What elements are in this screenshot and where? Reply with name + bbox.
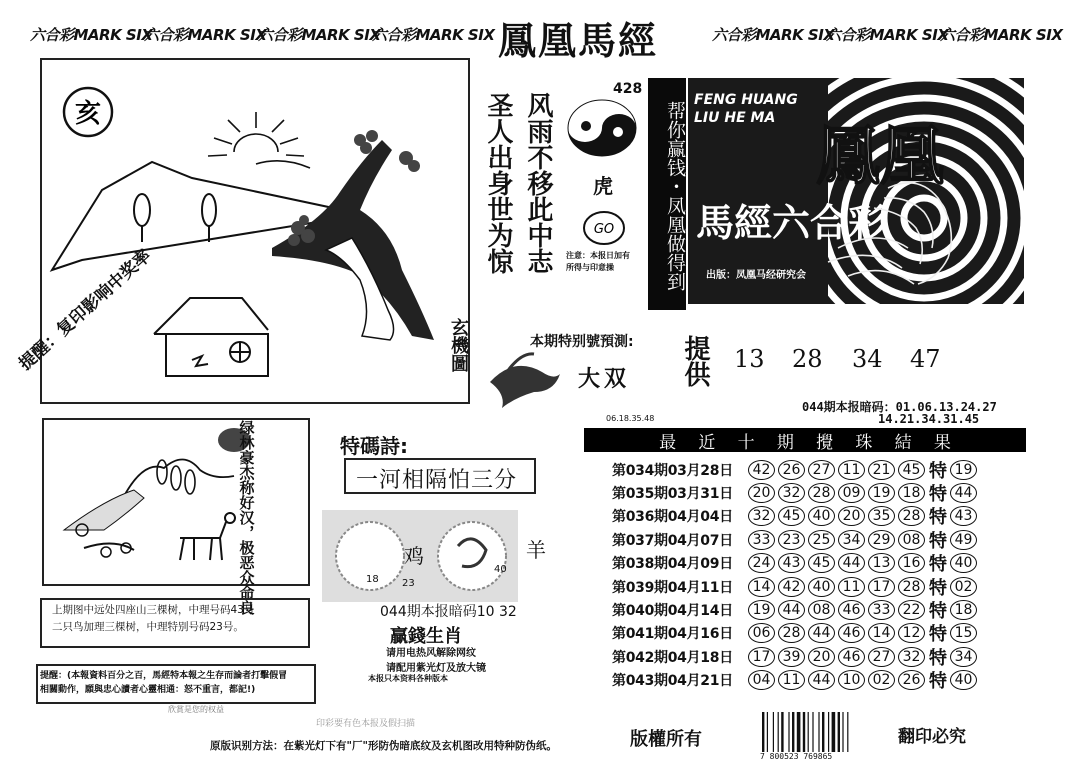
- barcode-icon: [760, 712, 856, 752]
- disc-number: 18: [366, 574, 379, 585]
- hill-outline: [64, 490, 144, 530]
- result-period: 第036期04月04日: [612, 509, 733, 526]
- tip-text: 请配用紫光灯及放大镜: [386, 663, 486, 674]
- result-period: 第038期04月09日: [612, 556, 733, 573]
- barcode-bar: [808, 712, 809, 752]
- secret-code-line-2: 14.21.34.31.45: [878, 412, 980, 426]
- results-header-char: 結: [894, 432, 912, 453]
- disc-number: 40: [494, 564, 507, 575]
- footer-faint-note: 印彩要有色本报及假扫描: [316, 719, 416, 729]
- disclaimer-text: [40, 669, 287, 697]
- result-ball: 35: [868, 506, 895, 526]
- result-ball: 28: [778, 623, 805, 643]
- barcode-bar: [778, 712, 779, 752]
- provided-number: 34: [852, 345, 883, 373]
- result-ball: 34: [838, 530, 865, 550]
- result-ball: 21: [868, 460, 895, 480]
- result-ball: 19: [748, 600, 775, 620]
- mark-six-label: 六合彩MARK SIX: [258, 26, 381, 44]
- result-ball: 44: [808, 623, 835, 643]
- result-period: 第041期04月16日: [612, 626, 733, 643]
- bird-icon: [484, 346, 564, 410]
- result-ball: 46: [838, 600, 865, 620]
- results-header-char: 攪: [816, 432, 834, 453]
- special-ball: 02: [950, 577, 977, 597]
- tip-text: 本报只本资料各种版本: [368, 674, 448, 683]
- result-ball: 42: [778, 577, 805, 597]
- zodiac-animal-right: 羊: [526, 538, 546, 562]
- provide-label: 提供: [680, 335, 710, 387]
- result-period: 第039期04月11日: [612, 579, 733, 596]
- result-ball: 24: [748, 553, 775, 573]
- go-badge-icon: [582, 210, 626, 246]
- mark-six-label: 六合彩MARK SIX: [372, 26, 495, 44]
- clue-line: 上期图中远处四座山三棵树，中理号码43号: [52, 604, 255, 616]
- deer-icon: [180, 513, 235, 560]
- result-ball: 28: [808, 483, 835, 503]
- special-ball: 44: [950, 483, 977, 503]
- result-ball: 18: [898, 483, 925, 503]
- results-header-char: 十: [737, 432, 755, 453]
- result-ball: 44: [778, 600, 805, 620]
- result-ball: 14: [748, 577, 775, 597]
- result-period: 第037期04月07日: [612, 532, 733, 549]
- result-ball: 46: [838, 647, 865, 667]
- result-period: 第040期04月14日: [612, 602, 733, 619]
- tree-icon: [202, 194, 216, 242]
- result-row: [612, 458, 980, 481]
- prediction-value: 大双: [578, 366, 631, 392]
- result-ball: 06: [748, 623, 775, 643]
- result-ball: 40: [808, 506, 835, 526]
- notice-line: 注意：本报日加有: [566, 251, 630, 260]
- result-ball: 43: [778, 553, 805, 573]
- barcode-bar: [788, 712, 789, 752]
- special-label: 特: [929, 624, 947, 646]
- result-row: [612, 552, 980, 575]
- clue-text: [52, 602, 254, 636]
- tree-icon: [157, 460, 195, 494]
- result-ball: 20: [808, 647, 835, 667]
- special-label: 特: [929, 577, 947, 599]
- special-ball: 40: [950, 670, 977, 690]
- result-row: [612, 622, 980, 645]
- go-badge: GO: [593, 222, 615, 237]
- result-ball: 28: [898, 506, 925, 526]
- result-ball: 10: [838, 670, 865, 690]
- result-ball: 27: [808, 460, 835, 480]
- anti-piracy-label: 翻印必究: [898, 727, 966, 747]
- landscape-illustration: [42, 60, 472, 406]
- tip-text: 请用电热风解除网纹: [386, 648, 476, 659]
- barcode-bar: [847, 712, 848, 752]
- result-ball: 44: [808, 670, 835, 690]
- result-period: 第042期04月18日: [612, 649, 733, 666]
- special-label: 特: [929, 530, 947, 552]
- result-ball: 45: [778, 506, 805, 526]
- tree-icon: [134, 194, 150, 242]
- result-ball: 42: [748, 460, 775, 480]
- disclaimer-line: 提醒：(本報資料百分之百，馬經特本報之生存而論者打擊假冒: [40, 671, 288, 681]
- result-ball: 17: [868, 577, 895, 597]
- mark-six-label: 六合彩MARK SIX: [712, 26, 835, 44]
- result-ball: 45: [898, 460, 925, 480]
- page-title: 鳳凰馬經: [498, 18, 659, 63]
- results-header-char: 最: [659, 432, 677, 453]
- result-ball: 23: [778, 530, 805, 550]
- barcode-bar: [818, 712, 819, 752]
- result-ball: 08: [808, 600, 835, 620]
- results-header: [584, 428, 1026, 452]
- barcode-bar: [797, 712, 801, 752]
- result-ball: 27: [868, 647, 895, 667]
- barcode-bar: [767, 712, 768, 752]
- result-row: [612, 645, 980, 668]
- barcode-number: 7 800523 769865: [760, 752, 833, 761]
- brand-chars: 鳳凰: [816, 119, 944, 194]
- result-ball: 32: [778, 483, 805, 503]
- clue-line: 二只鸟加理三棵树，中理特别号码23号。: [52, 621, 244, 633]
- result-ball: 08: [898, 530, 925, 550]
- brand-roman-1: FENG HUANG: [694, 92, 798, 108]
- result-ball: 11: [838, 460, 865, 480]
- special-ball: 43: [950, 506, 977, 526]
- result-ball: 16: [898, 553, 925, 573]
- mark-six-label: 六合彩MARK SIX: [144, 26, 267, 44]
- result-ball: 28: [898, 577, 925, 597]
- special-label: 特: [929, 507, 947, 529]
- copyright-label: 版權所有: [630, 729, 702, 750]
- results-header-char: 近: [698, 432, 716, 453]
- barcode-bar: [838, 712, 840, 752]
- special-label: 特: [929, 483, 947, 505]
- notice-line: 所得与印意操: [566, 263, 614, 272]
- barcode-bar: [762, 712, 764, 752]
- sun-icon: [208, 112, 310, 168]
- result-ball: 44: [838, 553, 865, 573]
- special-ball: 15: [950, 623, 977, 643]
- zodiac-animal-left: 鸡: [404, 544, 424, 568]
- result-ball: 33: [868, 600, 895, 620]
- provided-number: 47: [910, 345, 941, 373]
- barcode-bar: [773, 712, 774, 752]
- barcode-bar: [822, 712, 824, 752]
- special-ball: 49: [950, 530, 977, 550]
- special-ball: 40: [950, 553, 977, 573]
- result-ball: 22: [898, 600, 925, 620]
- result-ball: 20: [838, 506, 865, 526]
- provided-number: 28: [792, 345, 823, 373]
- result-ball: 12: [898, 623, 925, 643]
- mark-six-label: 六合彩MARK SIX: [30, 26, 153, 44]
- result-ball: 39: [778, 647, 805, 667]
- result-ball: 09: [838, 483, 865, 503]
- reminder-text: 提醒：复印影响中奖率: [15, 245, 156, 375]
- result-ball: 02: [868, 670, 895, 690]
- results-header-char: 期: [776, 432, 794, 453]
- barcode-bar: [832, 712, 836, 752]
- result-ball: 17: [748, 647, 775, 667]
- tiny-numbers: 06.18.35.48: [606, 414, 655, 423]
- special-poem-label: 特碼詩:: [340, 434, 408, 458]
- result-ball: 19: [868, 483, 895, 503]
- result-row: [612, 505, 980, 528]
- result-ball: 33: [748, 530, 775, 550]
- result-row: [612, 598, 980, 621]
- secondary-picture: [42, 418, 310, 586]
- result-ball: 20: [748, 483, 775, 503]
- barcode-bar: [803, 712, 805, 752]
- issue-number: 428: [613, 81, 643, 97]
- result-ball: 40: [808, 577, 835, 597]
- slogan-banner: 帮你赢钱・凤凰做得到: [648, 78, 686, 310]
- result-row: [612, 528, 980, 551]
- zodiac-animal: 虎: [593, 174, 613, 198]
- result-ball: 04: [748, 670, 775, 690]
- special-label: 特: [929, 554, 947, 576]
- poem-column-right: 风雨不移此中志: [523, 92, 553, 274]
- result-ball: 26: [898, 670, 925, 690]
- zodiac-badge: 亥: [74, 99, 102, 129]
- brand-roman-2: LIU HE MA: [694, 110, 776, 126]
- win-zodiac-title: 贏錢生肖: [390, 626, 462, 647]
- prediction-label: 本期特别號預測:: [530, 334, 634, 350]
- special-poem-text: 一河相隔怕三分: [356, 468, 518, 493]
- house-icon: [154, 298, 268, 376]
- result-ball: 46: [838, 623, 865, 643]
- brand-mark: 馬經六合彩: [696, 200, 887, 245]
- result-ball: 13: [868, 553, 895, 573]
- brand-banner: [688, 78, 1024, 304]
- result-period: 第043期04月21日: [612, 673, 733, 690]
- result-row: [612, 575, 980, 598]
- yin-yang-icon: [566, 96, 638, 160]
- results-header-char: 珠: [855, 432, 873, 453]
- result-ball: 29: [868, 530, 895, 550]
- result-ball: 11: [838, 577, 865, 597]
- result-ball: 26: [778, 460, 805, 480]
- notice-text: [566, 250, 630, 274]
- mystery-picture-label: 玄機圖: [448, 318, 469, 372]
- special-ball: 19: [950, 460, 977, 480]
- mystery-picture: [40, 58, 470, 404]
- mark-six-label: 六合彩MARK SIX: [826, 26, 949, 44]
- poem-column-left: 圣人出身世为惊: [483, 92, 513, 274]
- results-header-char: 果: [933, 432, 951, 453]
- faint-note: 欣賞是您的权益: [168, 705, 224, 714]
- barcode-bar: [792, 712, 794, 752]
- result-period: 第034期03月28日: [612, 462, 733, 479]
- special-ball: 18: [950, 600, 977, 620]
- sub-poem: 绿林豪杰称好汉，极恶众命良: [237, 420, 256, 615]
- result-ball: 45: [808, 553, 835, 573]
- authentication-note: 原版识别方法：在紫光灯下有"厂"形防伪暗底纹及玄机图改用特种防伪纸。: [210, 740, 557, 752]
- special-label: 特: [929, 460, 947, 482]
- barcode-bar: [812, 712, 813, 752]
- result-row: [612, 669, 980, 692]
- result-period: 第035期03月31日: [612, 485, 733, 502]
- disclaimer-line: 相關動作，願與忠心讀者心靈相通：怒不重言，都記!): [40, 685, 256, 695]
- secondary-illustration: [44, 420, 312, 588]
- barcode-bar: [781, 712, 783, 752]
- result-ball: 14: [868, 623, 895, 643]
- mark-six-label: 六合彩MARK SIX: [940, 26, 1063, 44]
- publisher: 出版：凤凰马经研究会: [706, 270, 806, 281]
- special-label: 特: [929, 647, 947, 669]
- special-label: 特: [929, 671, 947, 693]
- provided-number: 13: [734, 345, 765, 373]
- result-ball: 11: [778, 670, 805, 690]
- result-ball: 25: [808, 530, 835, 550]
- barcode-bar: [842, 712, 843, 752]
- mountain-outline: [124, 459, 234, 496]
- result-row: [612, 481, 980, 504]
- result-ball: 32: [898, 647, 925, 667]
- special-label: 特: [929, 600, 947, 622]
- special-ball: 34: [950, 647, 977, 667]
- branch-outline: [84, 543, 134, 550]
- disc-number: 23: [402, 578, 415, 589]
- secret-code-line-1: 044期本报暗码：01.06.13.24.27: [802, 400, 997, 414]
- barcode-bar: [828, 712, 829, 752]
- secret-code-2: 044期本报暗码10 32: [380, 604, 517, 620]
- result-ball: 32: [748, 506, 775, 526]
